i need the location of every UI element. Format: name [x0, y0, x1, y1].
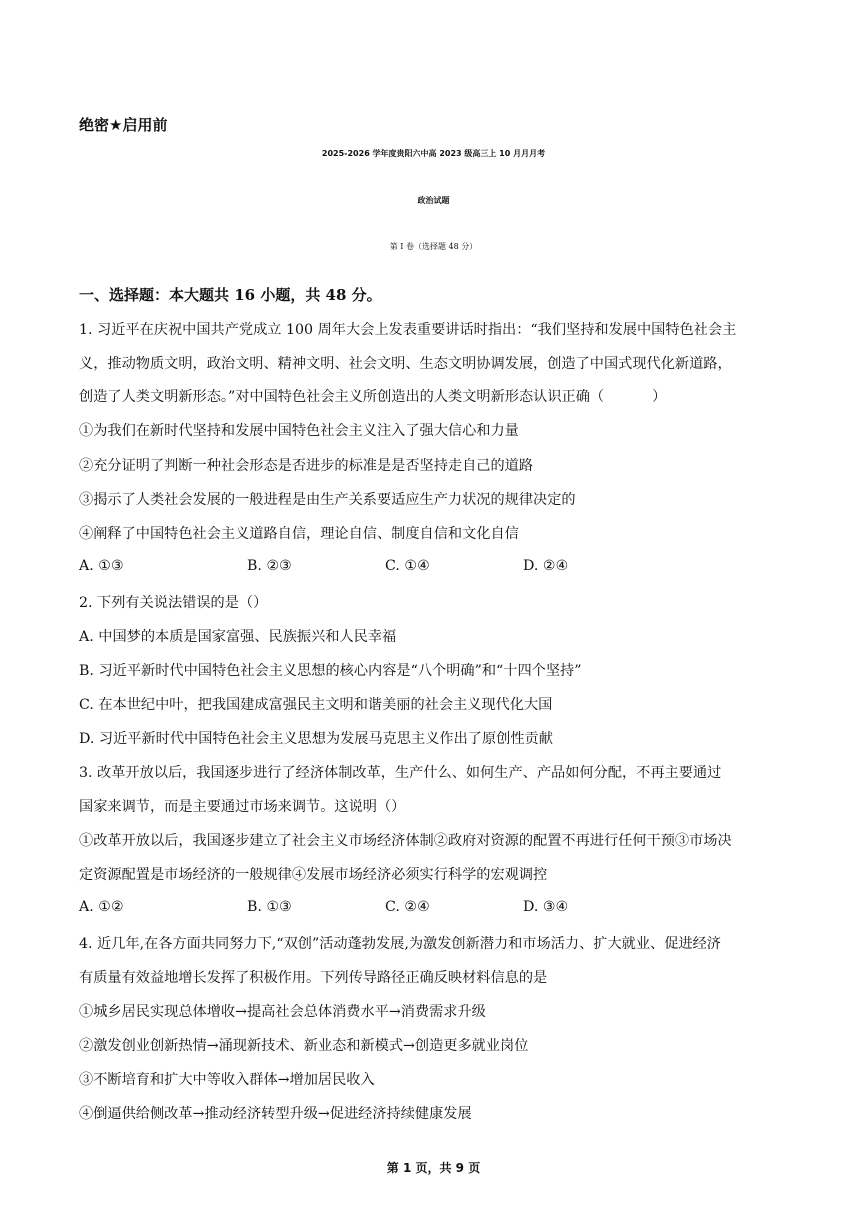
q3-option-a: A. ①②: [79, 899, 124, 915]
q4-item-1: ①城乡居民实现总体增收→提高社会总体消费水平→消费需求升级: [79, 1004, 486, 1020]
volume-title: 第 I 卷（选择题 48 分）: [389, 242, 478, 251]
q1-item-1: ①为我们在新时代坚持和发展中国特色社会主义注入了强大信心和力量: [79, 423, 519, 439]
q1-item-3: ③揭示了人类社会发展的一般进程是由生产关系要适应生产力状况的规律决定的: [79, 492, 576, 508]
page-footer: 第 1 页，共 9 页: [386, 1161, 481, 1175]
q2-option-a: A. 中国梦的本质是国家富强、民族振兴和人民幸福: [79, 629, 397, 645]
q3-stem-line2: 国家来调节，而是主要通过市场来调节。这说明（）: [79, 799, 406, 815]
q4-item-4: ④倒逼供给侧改革→推动经济转型升级→促进经济持续健康发展: [79, 1106, 472, 1122]
exam-title: 2025-2026 学年度贵阳六中高 2023 级高三上 10 月月月考: [321, 149, 546, 158]
q4-stem-line1: 4. 近几年,在各方面共同努力下,“双创”活动蓬勃发展,为激发创新潜力和市场活力、扩大就业、促进经济: [79, 936, 721, 952]
q2-option-b: B. 习近平新时代中国特色社会主义思想的核心内容是“八个明确”和“十四个坚持”: [79, 663, 582, 679]
q3-stem-line1: 3. 改革开放以后，我国逐步进行了经济体制改革，生产什么、如何生产、产品如何分配，不再主要通过: [79, 765, 722, 781]
q3-items-line2: 定资源配置是市场经济的一般规律④发展市场经济必须实行科学的宏观调控: [79, 867, 548, 883]
q3-option-b: B. ①③: [247, 899, 292, 915]
q1-option-a: A. ①③: [79, 558, 124, 574]
q4-item-2: ②激发创业创新热情→涌现新技术、新业态和新模式→创造更多就业岗位: [79, 1038, 529, 1054]
q3-items-line1: ①改革开放以后，我国逐步建立了社会主义市场经济体制②政府对资源的配置不再进行任何干预③市场决: [79, 833, 732, 849]
subject-title: 政治试题: [417, 196, 450, 205]
section-heading: 一、选择题：本大题共 16 小题，共 48 分。: [79, 286, 382, 304]
secret-mark: 绝密★启用前: [79, 116, 168, 134]
q4-item-3: ③不断培育和扩大中等收入群体→增加居民收入: [79, 1072, 375, 1088]
q1-paren-close: ）: [652, 389, 667, 405]
q1-item-4: ④阐释了中国特色社会主义道路自信，理论自信、制度自信和文化自信: [79, 526, 519, 542]
q1-option-d: D. ②④: [523, 558, 569, 574]
q2-stem: 2. 下列有关说法错误的是（）: [79, 595, 268, 611]
q2-option-d: D. 习近平新时代中国特色社会主义思想为发展马克思主义作出了原创性贡献: [79, 731, 553, 747]
q4-stem-line2: 有质量有效益地增长发挥了积极作用。下列传导路径正确反映材料信息的是: [79, 970, 548, 986]
q1-option-b: B. ②③: [247, 558, 292, 574]
q1-stem-text: 创造了人类文明新形态。”对中国特色社会主义所创造出的人类文明新形态认识正确（: [79, 389, 605, 405]
q2-option-c: C. 在本世纪中叶，把我国建成富强民主文明和谐美丽的社会主义现代化大国: [79, 697, 553, 713]
q1-option-c: C. ①④: [385, 558, 430, 574]
q1-item-2: ②充分证明了判断一种社会形态是否进步的标准是是否坚持走自己的道路: [79, 458, 534, 474]
q1-stem-line3: [79, 386, 789, 406]
q3-option-c: C. ②④: [385, 899, 430, 915]
q1-stem-line1: 1. 习近平在庆祝中国共产党成立 100 周年大会上发表重要讲话时指出：“我们坚持和发展中国特色社会主: [79, 322, 737, 338]
q1-stem-line2: 义，推动物质文明，政治文明、精神文明、社会文明、生态文明协调发展，创造了中国式现代化新道路，: [79, 356, 732, 372]
q3-option-d: D. ③④: [523, 899, 569, 915]
